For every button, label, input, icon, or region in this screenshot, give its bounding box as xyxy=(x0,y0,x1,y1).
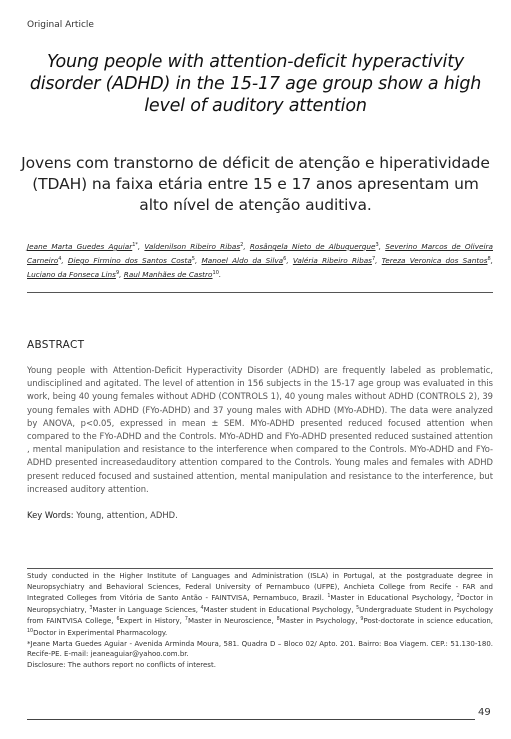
author-name: Rosângela Nieto de Albuquerque xyxy=(249,242,376,251)
affiliation-text: Doctor in Experimental Pharmacology. xyxy=(33,628,168,637)
author-name: Valdenilson Ribeiro Ribas xyxy=(144,242,241,251)
affiliation-marker: 9 xyxy=(360,617,364,623)
affiliation-marker: 8 xyxy=(276,617,280,623)
author-list: Jeane Marta Guedes Aguiar$^{1*}$, Valdenilson Ribeiro Ribas$^2$, Rosângela Nieto de Albuquerque$^3$, Severino Marcos de Oliveira Carneiro$^4$, Diego Firmino dos Santos Costa$^5$, Manoel Aldo da Silva$^6$, Valéria Ribeiro Ribas$^7$, Tereza Veronica dos Santos$^8$, Luciano da Fonseca Lins$^9$, Raul Manhães de Castro$^{10}$. xyxy=(27,242,494,279)
correspondence-note: *Jeane Marta Guedes Aguiar - Avenida Arminda Moura, 581. Quadra D – Bloco 02/ Apto. 201. Bairro: Boa Viagem. CEP.: 51.130-180. Recife-PE. E-mail: jeaneaguiar@yahoo.com.br. xyxy=(27,639,493,659)
affiliation-marker: 10 xyxy=(27,628,34,634)
author-affiliation-marker: 4 xyxy=(58,256,62,262)
author-name: Diego Firmino dos Santos Costa xyxy=(67,256,192,265)
keywords-label: Key Words: xyxy=(27,510,74,520)
abstract-heading: ABSTRACT xyxy=(27,339,85,351)
author-affiliation-marker: 6 xyxy=(283,256,287,262)
author-name: Valéria Ribeiro Ribas xyxy=(292,256,372,265)
author-affiliation-marker: 1* xyxy=(132,242,138,248)
article-type-label: Original Article xyxy=(27,20,94,30)
author-name: Raul Manhães de Castro xyxy=(123,270,213,279)
affiliation-text: Undergraduate Student in Psychology from FAINTVISA College, xyxy=(27,605,493,626)
affiliation-text: Master in Educational Psychology, xyxy=(330,594,454,603)
affiliation-text: Master in Language Sciences, xyxy=(92,605,198,614)
author-affiliation-marker: 2 xyxy=(240,242,244,248)
author-name: Tereza Veronica dos Santos xyxy=(381,256,488,265)
affiliation-text: Doctor in Neuropsychiatry, xyxy=(27,594,493,614)
author-affiliation-marker: 7 xyxy=(371,256,376,262)
author-name: Severino Marcos de Oliveira Carneiro xyxy=(27,242,494,265)
page-bottom-rule xyxy=(27,719,475,720)
affiliation-text: Master in Neuroscience, xyxy=(187,617,274,626)
author-affiliation-marker: 3 xyxy=(375,242,379,248)
author-affiliation-marker: 8 xyxy=(487,256,491,262)
author-affiliation-marker: 9 xyxy=(115,270,120,276)
footnote-separator-rule xyxy=(27,568,493,569)
study-note: Study conducted in the Higher Institute of Languages and Administration (ISLA) in Portugal, at the postgraduate degree in Neuropsychiatry and Behavioral Sciences, Federal University of Pernambuco (UFPE), Anchieta College from Recife - FAR and Integrated Colleges from Vitória de Santo Antão - FAINTVISA, Pernambuco, Brazil. xyxy=(27,572,493,603)
portuguese-title: Jovens com transtorno de déficit de atenção e hiperatividade (TDAH) na faixa etária entre 15 e 17 anos apresentam um alto nível de atenção auditiva. xyxy=(21,154,490,214)
affiliation-text: Master student in Educational Psychology, xyxy=(203,605,354,614)
author-separator-rule xyxy=(27,292,493,293)
affiliation-marker: 7 xyxy=(184,617,188,623)
author-name: Manoel Aldo da Silva xyxy=(201,256,284,265)
affiliation-marker: 4 xyxy=(200,605,204,611)
study-and-affiliations-note xyxy=(27,571,493,639)
affiliation-marker: 3 xyxy=(89,605,93,611)
footnotes-block xyxy=(27,571,493,670)
keywords-value: Young, attention, ADHD. xyxy=(76,510,178,520)
disclosure-note: Disclosure: The authors report no conflicts of interest. xyxy=(27,660,216,669)
abstract-text: Young people with Attention-Deficit Hyperactivity Disorder (ADHD) are frequently labeled as problematic, undisciplined and agitated. The level of attention in 156 subjects in the 15-17 age group was evaluated in this work, being 40 young females without ADHD (CONTROLS 1), 40 young males without ADHD (CONTROLS 2), 39 young females with ADHD (FYo-ADHD) and 37 young males with ADHD (MYo-ADHD). The data were analyzed by ANOVA, p<0.05, expressed in mean ± SEM. MYo-ADHD presented reduced focused attention when compared to the FYo-ADHD and the Controls. MYo-ADHD and FYo-ADHD presented reduced sustained attention , mental manipulation and resistance to the interference when compared to the Controls. MYo-ADHD and FYo-ADHD presented increasedauditory attention compared to the Controls. Young males and females with ADHD present reduced focused and sustained attention, mental manipulation and resistance to the interference, but increased auditory attention. xyxy=(27,365,493,494)
affiliation-marker: 1 xyxy=(327,594,331,600)
page-number: 49 xyxy=(478,707,491,718)
keywords-line xyxy=(27,510,178,520)
english-title: Young people with attention-deficit hyperactivity disorder (ADHD) in the 15-17 age group show a high level of auditory attention xyxy=(29,52,482,116)
author-affiliation-marker: 5 xyxy=(191,256,195,262)
affiliation-marker: 6 xyxy=(116,617,120,623)
affiliation-text: Expert in History, xyxy=(119,617,182,626)
affiliation-text: Master in Psychology, xyxy=(279,617,358,626)
affiliation-text: Post-doctorate in science education, xyxy=(363,617,494,626)
author-affiliation-marker: 10 xyxy=(212,270,219,276)
author-name: Luciano da Fonseca Lins xyxy=(27,270,116,279)
affiliation-marker: 5 xyxy=(356,605,360,611)
affiliation-marker: 2 xyxy=(456,594,460,600)
author-name: Jeane Marta Guedes Aguiar xyxy=(27,242,133,251)
